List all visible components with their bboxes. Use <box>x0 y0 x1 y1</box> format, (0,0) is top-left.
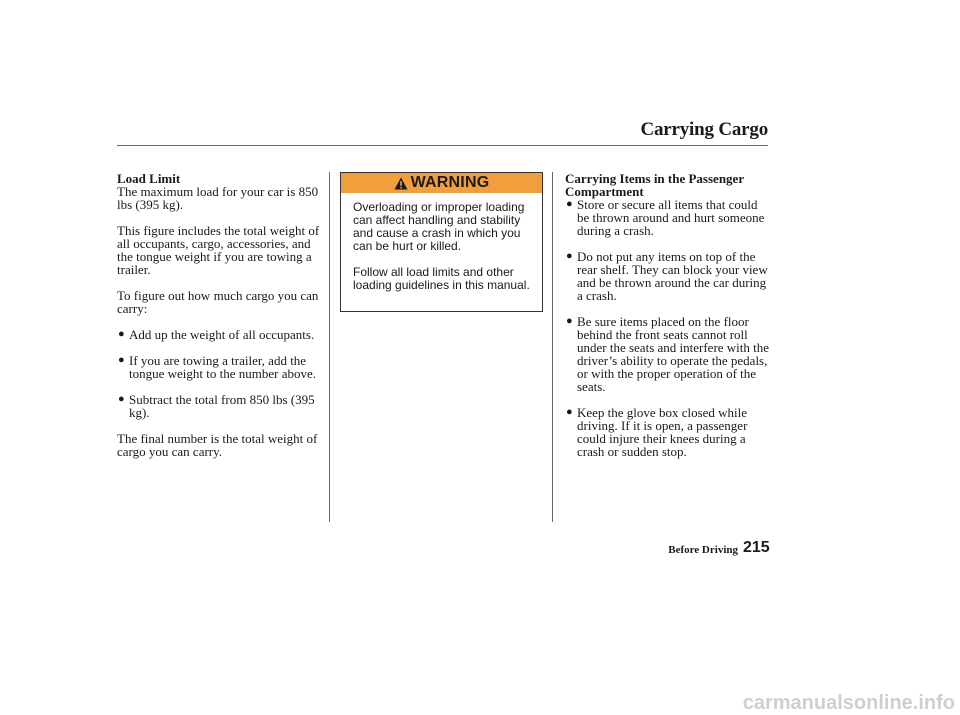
passenger-heading: Carrying Items in the Passenger Compartment <box>565 171 744 199</box>
list-item: ● If you are towing a trailer, add the tongue weight to the number above. <box>118 353 317 381</box>
passenger-section <box>565 172 770 471</box>
warning-triangle-icon <box>394 177 408 190</box>
column-divider-left <box>329 172 330 522</box>
warning-header <box>341 173 542 193</box>
column-divider-right <box>552 172 553 522</box>
footer-section-name: Before Driving <box>668 544 738 556</box>
list-item: ● Do not put any items on top of the rear shelf. They can block your view and be thrown around the car during a crash. <box>566 249 768 303</box>
bullet-icon: ● <box>566 315 573 327</box>
page-title: Carrying Cargo <box>640 119 768 140</box>
load-limit-section <box>117 172 325 458</box>
bullet-icon: ● <box>566 406 573 418</box>
list-item: ● Keep the glove box closed while driving. If it is open, a passenger could injure their knees during a crash or sudden stop. <box>566 405 748 459</box>
warning-box <box>340 172 543 312</box>
bullet-icon: ● <box>118 328 125 340</box>
load-limit-steps <box>117 328 325 419</box>
title-rule <box>117 145 768 146</box>
list-item: ● Store or secure all items that could be thrown around and hurt someone during a crash. <box>566 197 765 238</box>
load-limit-para-3: To figure out how much cargo you can carry: <box>117 288 319 316</box>
load-limit-para-1: The maximum load for your car is 850 lbs (395 kg). <box>117 184 319 212</box>
passenger-tips <box>565 198 770 458</box>
warning-body <box>353 201 539 305</box>
list-item: ● Add up the weight of all occupants. <box>118 327 315 342</box>
warning-text-2: Follow all load limits and other loading guidelines in this manual. <box>353 265 530 292</box>
list-item: ● Subtract the total from 850 lbs (395 kg). <box>118 392 315 420</box>
warning-text-1: Overloading or improper loading can affect handling and stability and cause a crash in which you can be hurt or killed. <box>353 200 525 253</box>
load-limit-heading: Load Limit <box>117 171 181 186</box>
bullet-icon: ● <box>566 198 573 210</box>
bullet-icon: ● <box>566 250 573 262</box>
load-limit-para-4: The final number is the total weight of cargo you can carry. <box>117 431 318 459</box>
bullet-icon: ● <box>118 393 125 405</box>
warning-label: WARNING <box>410 174 490 191</box>
bullet-icon: ● <box>118 354 125 366</box>
list-item: ● Be sure items placed on the floor behind the front seats cannot roll under the seats and interfere with the driver’s ability to operate the pedals, or with the proper operation of the seats. <box>566 314 770 394</box>
load-limit-para-2: This figure includes the total weight of all occupants, cargo, accessories, and the tongue weight if you are towing a trailer. <box>117 223 320 277</box>
page-number: 215 <box>743 539 770 556</box>
watermark: carmanualsonline.info <box>742 692 955 714</box>
